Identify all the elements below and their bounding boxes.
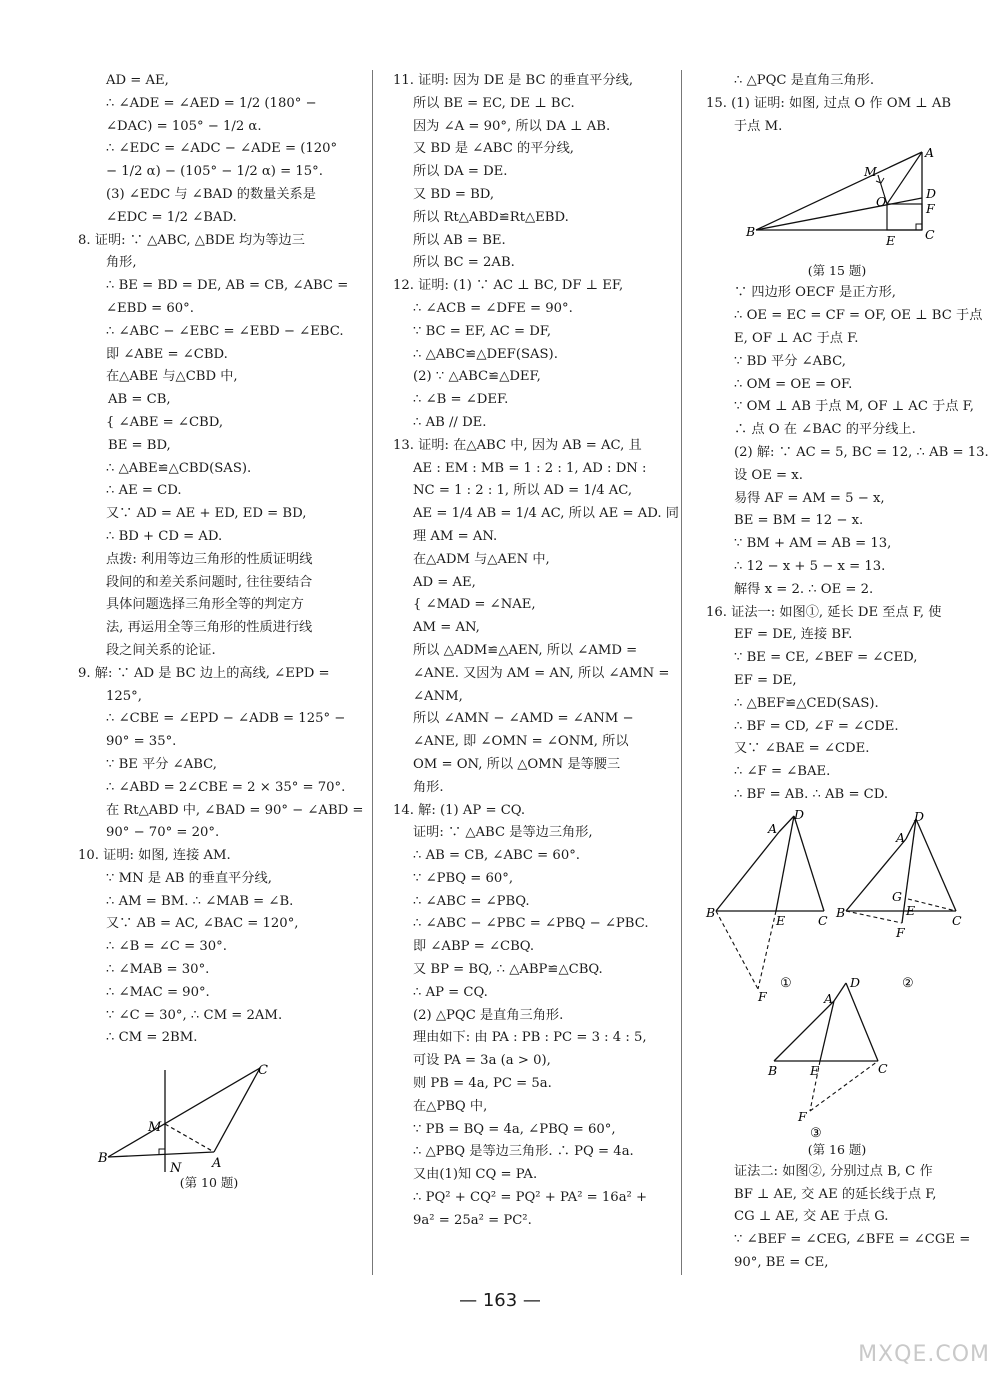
text-line: BE = BM = 12 − x. xyxy=(734,513,864,529)
text-line: ∴ ∠CBE = ∠EPD − ∠ADB = 125° − xyxy=(106,711,346,727)
text-line: 角形. xyxy=(413,779,444,795)
text-line: ∴ AB // DE. xyxy=(413,414,487,430)
text-line: ∴ OM = OE = OF. xyxy=(734,376,853,392)
column-3-text-middle xyxy=(706,282,989,806)
text-line: { ∠MAD = ∠NAE, xyxy=(413,597,536,613)
answer-column-1 xyxy=(78,70,364,1194)
fig16c-label-c: C xyxy=(878,1060,888,1076)
text-line: 又由(1)知 CQ = PA. xyxy=(413,1167,538,1183)
text-line: ∴ ∠EDC = ∠ADC − ∠ADE = (120° xyxy=(106,141,338,157)
figure-10-caption: (第 10 题) xyxy=(179,1175,239,1191)
text-line: ∵ OM ⊥ AB 于点 M, OF ⊥ AC 于点 F, xyxy=(734,399,974,415)
fig16c-label-d: D xyxy=(850,974,861,990)
text-line: 因为 ∠A = 90°, 所以 DA ⊥ AB. xyxy=(413,118,611,134)
fig16c-label-number: ③ xyxy=(810,1125,822,1141)
text-line: 90°, BE = CE, xyxy=(734,1254,829,1270)
column-1-text xyxy=(78,70,364,1050)
text-line: ∴ ∠B = ∠C = 30°. xyxy=(106,939,227,955)
text-line: CG ⊥ AE, 交 AE 于点 G. xyxy=(734,1209,889,1225)
answer-column-2 xyxy=(393,70,679,1233)
text-line: EF = DE, 连接 BF. xyxy=(734,627,853,643)
text-line: 可设 PA = 3a (a > 0), xyxy=(413,1053,551,1069)
fig16b-label-b: B xyxy=(836,904,846,920)
text-line: ∵ BE 平分 ∠ABC, xyxy=(106,756,217,772)
text-line: ∵ ∠BEF = ∠CEG, ∠BFE = ∠CGE = xyxy=(734,1232,971,1248)
text-line: 又 BD = BD, xyxy=(413,186,495,202)
text-line: 证明: ∵ △ABC 是等边三角形, xyxy=(413,825,593,841)
text-line: 在△ADM 与△AEN 中, xyxy=(413,551,550,567)
text-line: ∴ 点 O 在 ∠BAC 的平分线上. xyxy=(734,422,916,438)
text-line: ∵ ∠PBQ = 60°, xyxy=(413,870,514,886)
text-line: ∴ BE = BD = DE, AB = CB, ∠ABC = xyxy=(106,278,349,294)
text-line: ∴ ∠MAB = 30°. xyxy=(106,962,210,978)
text-line: ∴ ∠ABC = ∠PBQ. xyxy=(413,893,530,909)
text-line: ∵ PB = BQ = 4a, ∠PBQ = 60°, xyxy=(413,1121,616,1137)
fig16b-label-e: E xyxy=(906,902,916,918)
text-line: 所以 △ADM≌△AEN, 所以 ∠AMD = xyxy=(413,642,638,658)
text-line: 所以 Rt△ABD≌Rt△EBD. xyxy=(413,209,569,225)
text-line: 所以 BE = EC, DE ⊥ BC. xyxy=(413,95,575,111)
text-line: (3) ∠EDC 与 ∠BAD 的数量关系是 xyxy=(106,186,316,202)
text-line: ∴ OE = EC = CF = OF, OE ⊥ BC 于点 xyxy=(734,308,983,324)
text-line: ∴ CM = 2BM. xyxy=(106,1030,198,1046)
fig16c-label-f: F xyxy=(798,1108,807,1124)
text-line: AM = AN, xyxy=(413,620,480,636)
fig16b-label-a: A xyxy=(896,829,906,845)
fig16-part-1 xyxy=(705,807,828,1004)
fig16b-label-number: ② xyxy=(902,975,914,991)
fig10-label-n: N xyxy=(170,1161,182,1177)
column-2-text xyxy=(393,70,679,1233)
text-line: ∵ MN 是 AB 的垂直平分线, xyxy=(106,870,272,886)
text-line: 13. 证明: 在△ABC 中, 因为 AB = AC, 且 xyxy=(393,437,642,453)
text-line: 又 BD 是 ∠ABC 的平分线, xyxy=(413,141,574,157)
text-line: ∵ ∠C = 30°, ∴ CM = 2AM. xyxy=(106,1007,283,1023)
fig16a-label-a: A xyxy=(768,820,778,836)
text-line: 设 OE = x. xyxy=(734,467,803,483)
text-line: 易得 AF = AM = 5 − x, xyxy=(734,490,885,506)
text-line: (2) 解: ∵ AC = 5, BC = 12, ∴ AB = 13. xyxy=(734,444,989,460)
fig16a-label-d: D xyxy=(794,806,805,822)
text-line: ∴ △BEF≌△CED(SAS). xyxy=(734,695,879,711)
text-line: ∴ 12 − x + 5 − x = 13. xyxy=(734,558,886,574)
column-divider-2 xyxy=(681,70,682,1275)
column-3-text-bottom xyxy=(706,1161,971,1275)
fig16b-label-g: G xyxy=(892,888,902,904)
text-line: 理由如下: 由 PA : PB : PC = 3 : 4 : 5, xyxy=(413,1030,647,1046)
fig16a-label-number: ① xyxy=(780,975,792,991)
text-line: 16. 证法一: 如图①, 延长 DE 至点 F, 使 xyxy=(706,604,942,620)
fig16b-label-f: F xyxy=(896,924,905,940)
text-line: AE : EM : MB = 1 : 2 : 1, AD : DN : xyxy=(413,460,647,476)
text-line: OM = ON, 所以 △OMN 是等腰三 xyxy=(413,756,621,772)
figure-15-diagram xyxy=(706,142,968,262)
text-line: ∴ ∠F = ∠BAE. xyxy=(734,764,831,780)
fig10-label-m: M xyxy=(148,1120,162,1136)
text-line: 125°, xyxy=(106,688,142,704)
text-line: 10. 证明: 如图, 连接 AM. xyxy=(78,848,231,864)
text-line: ∠ANE. 又因为 AM = AN, 所以 ∠AMN = xyxy=(413,665,670,681)
text-line: 角形, xyxy=(106,255,137,271)
text-line: 所以 DA = DE. xyxy=(413,164,508,180)
fig10-label-a: A xyxy=(212,1156,222,1172)
fig15-label-b: B xyxy=(746,224,756,240)
fig16a-label-c: C xyxy=(818,912,828,928)
text-line: ∠ANM, xyxy=(413,688,463,704)
text-line: 12. 证明: (1) ∵ AC ⊥ BC, DF ⊥ EF, xyxy=(393,278,624,294)
text-line: 即 ∠ABE = ∠CBD. xyxy=(106,346,228,362)
fig10-label-c: C xyxy=(258,1063,268,1079)
text-line: 段之间关系的论证. xyxy=(106,642,216,658)
fig16b-label-d: D xyxy=(914,808,925,824)
text-line: ∴ ∠MAC = 90°. xyxy=(106,984,210,1000)
column-divider-1 xyxy=(372,70,373,1275)
text-line: 8. 证明: ∵ △ABC, △BDE 均为等边三 xyxy=(78,232,305,248)
figure-15-caption: (第 15 题) xyxy=(807,263,867,279)
text-line: 则 PB = 4a, PC = 5a. xyxy=(413,1076,552,1092)
text-line: (2) △PQC 是直角三角形. xyxy=(413,1007,564,1023)
text-line: 证法二: 如图②, 分别过点 B, C 作 xyxy=(734,1163,933,1179)
text-line: ∴ AM = BM. ∴ ∠MAB = ∠B. xyxy=(106,893,294,909)
fig15-label-d: D xyxy=(926,186,937,202)
text-line: 于点 M. xyxy=(734,118,783,134)
text-line: ∴ PQ² + CQ² = PQ² + PA² = 16a² + xyxy=(413,1190,648,1206)
column-3-text-top xyxy=(706,70,968,138)
fig16a-label-f: F xyxy=(758,988,767,1004)
text-line: ∴ △ABC≌△DEF(SAS). xyxy=(413,346,558,362)
page-number: — 163 — xyxy=(459,1290,541,1311)
text-line: 即 ∠ABP = ∠CBQ. xyxy=(413,939,535,955)
text-line: 在 Rt△ABD 中, ∠BAD = 90° − ∠ABD = xyxy=(106,802,364,818)
fig15-label-e: E xyxy=(886,233,896,249)
fig15-label-f: F xyxy=(926,201,935,217)
text-line: ∴ ∠ABC − ∠PBC = ∠PBQ − ∠PBC. xyxy=(413,916,649,932)
text-line: ∠DAC) = 105° − 1/2 α. xyxy=(106,118,262,134)
text-line: ∴ △PQC 是直角三角形. xyxy=(734,73,875,88)
fig15-label-m: M xyxy=(864,164,877,180)
text-line: 所以 BC = 2AB. xyxy=(413,255,515,271)
fig16-part-3 xyxy=(767,975,888,1141)
text-line: ∴ AE = CD. xyxy=(106,483,182,499)
fig10-label-b: B xyxy=(98,1151,108,1167)
text-line: ∵ 四边形 OECF 是正方形, xyxy=(734,285,896,301)
text-line: 又∵ ∠BAE = ∠CDE. xyxy=(734,741,870,757)
text-line: ∴ AP = CQ. xyxy=(413,984,488,1000)
fig15-label-c: C xyxy=(925,227,935,243)
text-line: AB = CB, xyxy=(108,392,171,408)
text-line: 又∵ AB = AC, ∠BAC = 120°, xyxy=(106,916,299,932)
fig16b-label-c: C xyxy=(952,912,962,928)
text-line: 在△ABE 与△CBD 中, xyxy=(106,369,238,385)
text-line: ∴ BF = CD, ∠F = ∠CDE. xyxy=(734,718,899,734)
watermark: MXQE.COM xyxy=(858,1342,990,1367)
text-line: 又∵ AD = AE + ED, ED = BD, xyxy=(106,506,307,522)
text-line: 又 BP = BQ, ∴ △ABP≌△CBQ. xyxy=(413,962,603,978)
text-line: ∵ BC = EF, AC = DF, xyxy=(413,323,552,339)
text-line: NC = 1 : 2 : 1, 所以 AD = 1/4 AC, xyxy=(413,483,633,499)
text-line: ∴ △ABE≌△CBD(SAS). xyxy=(106,460,252,476)
text-line: ∴ ∠ACB = ∠DFE = 90°. xyxy=(413,300,573,316)
text-line: 解得 x = 2. ∴ OE = 2. xyxy=(734,581,874,597)
text-line: E, OF ⊥ AC 于点 F. xyxy=(734,330,859,346)
text-line: 所以 ∠AMN − ∠AMD = ∠ANM − xyxy=(413,711,634,727)
text-line: ∴ BF = AB. ∴ AB = CD. xyxy=(734,786,889,802)
text-line: 9. 解: ∵ AD 是 BC 边上的高线, ∠EPD = xyxy=(78,665,330,681)
text-line: 90° − 70° = 20°. xyxy=(106,825,220,841)
text-line: ∴ ∠ABD = 2∠CBE = 2 × 35° = 70°. xyxy=(106,779,346,795)
text-line: 14. 解: (1) AP = CQ. xyxy=(393,802,526,818)
text-line: ∴ ∠ADE = ∠AED = 1/2 (180° − xyxy=(106,95,317,111)
text-line: 15. (1) 证明: 如图, 过点 O 作 OM ⊥ AB xyxy=(706,95,952,111)
fig16c-label-a: A xyxy=(824,990,834,1006)
text-line: 所以 AB = BE. xyxy=(413,232,506,248)
text-line: 段间的和差关系问题时, 往往要结合 xyxy=(106,574,313,590)
text-line: 9a² = 25a² = PC². xyxy=(413,1212,532,1228)
text-line: ∵ BM + AM = AB = 13, xyxy=(734,536,892,552)
text-line: AD = AE, xyxy=(106,73,169,88)
figure-15 xyxy=(706,142,968,280)
text-line: 点拨: 利用等边三角形的性质证明线 xyxy=(106,551,313,567)
text-line: (2) ∵ △ABC≌△DEF, xyxy=(413,369,541,385)
figure-10 xyxy=(78,1054,340,1192)
text-line: EF = DE, xyxy=(734,672,797,688)
fig16c-label-e: E xyxy=(810,1062,820,1078)
answer-column-3 xyxy=(706,70,989,1275)
figure-16-caption: (第 16 题) xyxy=(807,1141,867,1157)
text-line: − 1/2 α) − (105° − 1/2 α) = 15°. xyxy=(106,164,323,180)
text-line: ∠EDC = 1/2 ∠BAD. xyxy=(106,209,237,225)
text-line: ∴ ∠B = ∠DEF. xyxy=(413,392,509,408)
fig16a-label-b: B xyxy=(706,904,716,920)
fig16-part-2 xyxy=(835,809,962,991)
fig16c-label-b: B xyxy=(768,1062,778,1078)
figure-10-diagram xyxy=(78,1054,268,1177)
figure-16 xyxy=(706,806,968,1159)
text-line: ∵ BD 平分 ∠ABC, xyxy=(734,353,846,369)
text-line: ∴ AB = CB, ∠ABC = 60°. xyxy=(413,848,580,864)
text-line: 理 AM = AN. xyxy=(413,528,498,544)
text-line: 90° = 35°. xyxy=(106,734,177,750)
text-line: 在△PBQ 中, xyxy=(413,1098,488,1114)
fig15-label-a: A xyxy=(925,145,935,161)
text-line: { ∠ABE = ∠CBD, xyxy=(106,414,224,430)
text-line: ∠EBD = 60°. xyxy=(106,300,194,316)
text-line: AE = 1/4 AB = 1/4 AC, 所以 AE = AD. 同 xyxy=(413,506,679,522)
text-line: ∴ △PBQ 是等边三角形. ∴ PQ = 4a. xyxy=(413,1144,634,1160)
text-line: 11. 证明: 因为 DE 是 BC 的垂直平分线, xyxy=(393,73,634,88)
text-line: ∠ANE, 即 ∠OMN = ∠ONM, 所以 xyxy=(413,734,629,750)
text-line: ∴ ∠ABC − ∠EBC = ∠EBD − ∠EBC. xyxy=(106,323,344,339)
fig15-label-o: O xyxy=(876,194,887,210)
text-line: ∴ BD + CD = AD. xyxy=(106,528,223,544)
text-line: 法, 再运用全等三角形的性质进行线 xyxy=(106,620,313,636)
fig16a-label-e: E xyxy=(776,912,786,928)
text-line: ∵ BE = CE, ∠BEF = ∠CED, xyxy=(734,650,918,666)
text-line: AD = AE, xyxy=(413,574,476,590)
text-line: BF ⊥ AE, 交 AE 的延长线于点 F, xyxy=(734,1186,937,1202)
figure-16-diagram xyxy=(706,806,968,1141)
text-line: BE = BD, xyxy=(108,437,171,453)
text-line: 具体问题选择三角形全等的判定方 xyxy=(106,597,304,613)
